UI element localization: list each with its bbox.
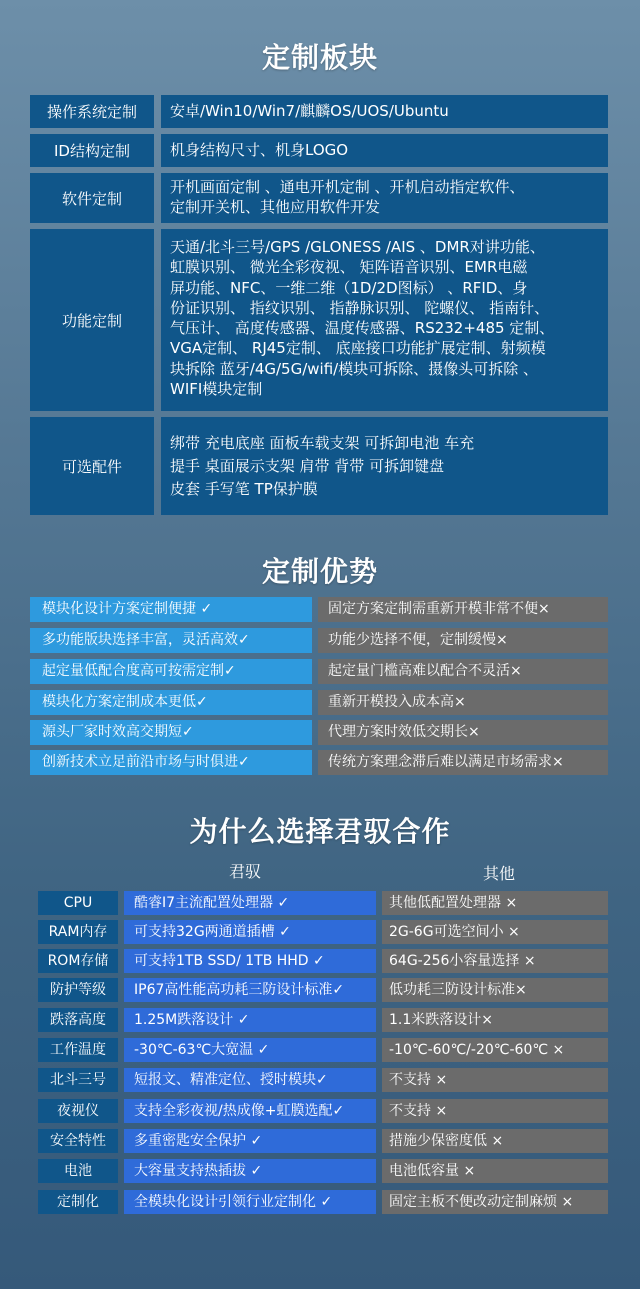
comparison-other: 不支持 × — [382, 1068, 608, 1092]
comparison-label: ROM存储 — [38, 949, 118, 973]
custom-row-label: 功能定制 — [30, 229, 154, 411]
advantage-good: 创新技术立足前沿市场与时俱进✓ — [30, 750, 312, 775]
advantage-bad: 功能少选择不便，定制缓慢× — [318, 628, 608, 653]
content-line: 提手 桌面展示支架 肩带 背带 可拆卸键盘 — [170, 456, 445, 475]
custom-row-os — [30, 95, 608, 128]
advantage-good: 模块化方案定制成本更低✓ — [30, 690, 312, 715]
comparison-row — [38, 1099, 608, 1123]
comparison-label: 防护等级 — [38, 978, 118, 1002]
comparison-row — [38, 978, 608, 1002]
content-line: 开机画面定制 、通电开机定制 、开机启动指定软件、 — [170, 178, 525, 196]
custom-row-label: ID结构定制 — [30, 134, 154, 167]
custom-row-function — [30, 229, 608, 411]
comparison-other: 2G-6G可选空间小 × — [382, 920, 608, 944]
comparison-ours: 可支持32G两通道插槽 ✓ — [124, 920, 376, 944]
custom-row-software — [30, 173, 608, 223]
section-title-why: 为什么选择君驭合作 — [189, 815, 451, 848]
advantage-row — [30, 720, 608, 745]
section-title-custom: 定制板块 — [261, 41, 378, 74]
custom-row-label: 可选配件 — [30, 417, 154, 515]
comparison-row — [38, 1190, 608, 1214]
comparison-label: 夜视仪 — [38, 1099, 118, 1123]
comparison-ours: 大容量支持热插拔 ✓ — [124, 1159, 376, 1183]
comparison-ours: 支持全彩夜视/热成像+虹膜选配✓ — [124, 1099, 376, 1123]
comparison-ours: 多重密匙安全保护 ✓ — [124, 1129, 376, 1153]
content-line: 虹膜识别、 微光全彩夜视、 矩阵语音识别、EMR电磁 — [170, 258, 528, 277]
comparison-row — [38, 1068, 608, 1092]
comparison-row — [38, 1159, 608, 1183]
comparison-row — [38, 920, 608, 944]
comparison-row — [38, 1129, 608, 1153]
custom-row-label: 软件定制 — [30, 173, 154, 223]
content-line: 块拆除 蓝牙/4G/5G/wifi/模块可拆除、摄像头可拆除 、 — [170, 359, 538, 378]
comparison-row — [38, 1008, 608, 1032]
comparison-label: 跌落高度 — [38, 1008, 118, 1032]
content-line: 皮套 手写笔 TP保护膜 — [170, 479, 318, 498]
custom-row-id — [30, 134, 608, 167]
custom-row-content — [161, 173, 608, 223]
comparison-other: 1.1米跌落设计× — [382, 1008, 608, 1032]
content-line: 天通/北斗三号/GPS /GLONESS /AIS 、DMR对讲功能、 — [170, 238, 545, 256]
content-line: VGA定制、 RJ45定制、 底座接口功能扩展定制、射频模 — [170, 339, 546, 358]
advantage-row — [30, 628, 608, 653]
comparison-ours: IP67高性能高功耗三防设计标准✓ — [124, 978, 376, 1002]
comparison-other: 电池低容量 × — [382, 1159, 608, 1183]
content-line: 气压计、 高度传感器、温度传感器、RS232+485 定制、 — [170, 319, 555, 338]
advantage-row — [30, 750, 608, 775]
custom-row-content — [161, 229, 608, 411]
comparison-label: RAM内存 — [38, 920, 118, 944]
comparison-label: 电池 — [38, 1159, 118, 1183]
custom-row-label: 操作系统定制 — [30, 95, 154, 128]
advantage-good: 多功能版块选择丰富，灵活高效✓ — [30, 628, 312, 653]
comparison-other: -10℃-60℃/-20℃-60℃ × — [382, 1038, 608, 1062]
comparison-ours: 短报文、精准定位、授时模块✓ — [124, 1068, 376, 1092]
comparison-label: 工作温度 — [38, 1038, 118, 1062]
comparison-row — [38, 949, 608, 973]
comparison-ours: -30℃-63℃大宽温 ✓ — [124, 1038, 376, 1062]
advantage-bad: 固定方案定制需重新开模非常不便× — [318, 597, 608, 622]
comparison-label: 定制化 — [38, 1190, 118, 1214]
advantage-bad: 起定量门槛高难以配合不灵活× — [318, 659, 608, 684]
comparison-other: 其他低配置处理器 × — [382, 891, 608, 915]
comparison-ours: 全模块化设计引领行业定制化 ✓ — [124, 1190, 376, 1214]
advantage-bad: 代理方案时效低交期长× — [318, 720, 608, 745]
comparison-row — [38, 1038, 608, 1062]
custom-row-content — [161, 134, 608, 167]
advantage-bad: 重新开模投入成本高× — [318, 690, 608, 715]
custom-row-accessories — [30, 417, 608, 515]
comparison-other: 固定主板不便改动定制麻烦 × — [382, 1190, 608, 1214]
advantage-bad: 传统方案理念滞后难以满足市场需求× — [318, 750, 608, 775]
comparison-other: 64G-256小容量选择 × — [382, 949, 608, 973]
advantage-row — [30, 659, 608, 684]
content-line: 机身结构尺寸、机身LOGO — [170, 141, 349, 160]
advantage-good: 模块化设计方案定制便捷 ✓ — [30, 597, 312, 622]
comparison-other: 低功耗三防设计标准× — [382, 978, 608, 1002]
comparison-ours: 酷睿I7主流配置处理器 ✓ — [124, 891, 376, 915]
content-line: 绑带 充电底座 面板车载支架 可拆卸电池 车充 — [170, 433, 475, 452]
content-line: 安卓/Win10/Win7/麒麟OS/UOS/Ubuntu — [170, 102, 449, 121]
content-line: WIFI模块定制 — [170, 380, 263, 399]
advantage-good: 源头厂家时效高交期短✓ — [30, 720, 312, 745]
column-header-ours: 君驭 — [228, 862, 261, 881]
comparison-ours: 可支持1TB SSD/ 1TB HHD ✓ — [124, 949, 376, 973]
comparison-row — [38, 891, 608, 915]
section-title-advantages: 定制优势 — [261, 555, 378, 588]
comparison-other: 措施少保密度低 × — [382, 1129, 608, 1153]
content-line: 定制开关机、其他应用软件开发 — [170, 198, 381, 217]
custom-row-content — [161, 95, 608, 128]
comparison-label: 北斗三号 — [38, 1068, 118, 1092]
comparison-other: 不支持 × — [382, 1099, 608, 1123]
advantage-row — [30, 690, 608, 715]
content-line: 份证识别、 指纹识别、 指静脉识别、 陀螺仪、 指南针、 — [170, 298, 550, 317]
content-line: 屏功能、NFC、一维二维（1D/2D图标） 、RFID、身 — [170, 278, 528, 297]
comparison-label: 安全特性 — [38, 1129, 118, 1153]
advantage-good: 起定量低配合度高可按需定制✓ — [30, 659, 312, 684]
advantage-row — [30, 597, 608, 622]
custom-row-content — [161, 417, 608, 515]
comparison-label: CPU — [38, 891, 118, 915]
comparison-ours: 1.25M跌落设计 ✓ — [124, 1008, 376, 1032]
column-header-other: 其他 — [482, 864, 515, 883]
